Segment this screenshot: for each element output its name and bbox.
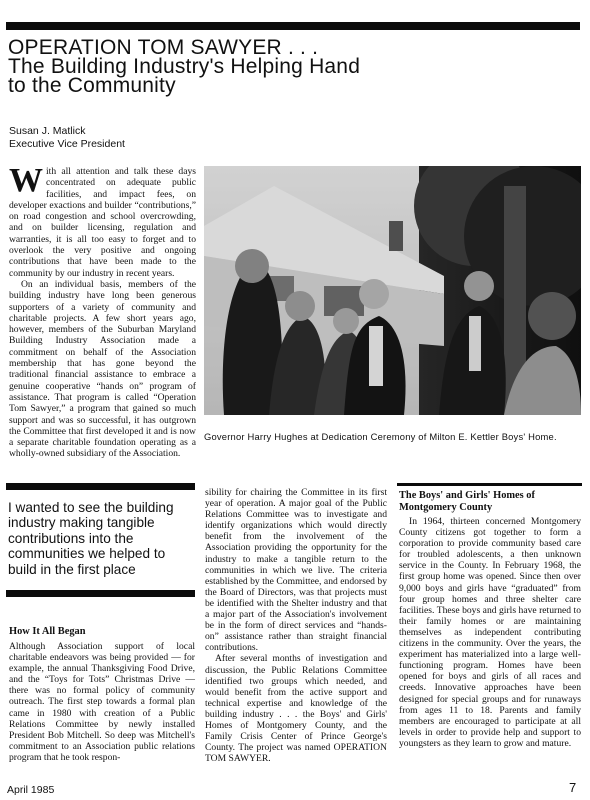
middle-paragraph-1: sibility for chairing the Committee in its first year of operation. A major goal of the Public Relations Committee was to investigate and identify organizations which would directly benefit from the involvement of the Association providing the opportunity for the industry to make a tangible return to the communities in which we live. The criteria established by the Committee, and endorsed by the Board of Directors, was that projects must be identified with the Shelter industry and that a major part of the Association's involvement be in the form of direct services and “hands-on” assistance rather than straight financial contributions. (205, 487, 387, 654)
pullquote-rule-bottom (6, 590, 195, 597)
pullquote-rule-top (6, 483, 195, 490)
intro-paragraph-1 (9, 162, 196, 279)
author-position: Executive Vice President (9, 138, 125, 150)
section-rule-right (397, 483, 582, 486)
intro-paragraph-1-text: ith all attention and talk these days concentrated on adequate public facilities, and impact fees, on developer exactions and builder “contributions,” on road congestion and school overcrowding, and on builder licensing, regulation and warranties, it is all too easy to forget and to overlook the very positive and ongoing contributions that have been made to the community by our industry in recent years. (9, 166, 196, 279)
title-line-3: to the Community (8, 74, 176, 97)
header-rule (6, 22, 580, 30)
title-line-2: The Building Industry's Helping Hand (8, 55, 361, 78)
byline (9, 125, 125, 151)
drop-cap: W (9, 162, 43, 199)
middle-column (205, 487, 387, 764)
title-line-1: OPERATION TOM SAWYER . . . (8, 36, 319, 59)
photo-illustration (204, 166, 581, 415)
intro-column (9, 162, 196, 460)
issue-date: April 1985 (7, 784, 55, 796)
article-title (8, 38, 568, 95)
section-text-how-it-began: Although Association support of local charitable endeavors was being provided — for example, the annual Thanksgiving Food Drive, and the “Toys for Tots” Christmas Drive — there was no formal policy of community outreach. The first step towards a formal plan came in 1980 with creation of a Public Relations Committee by newly installed President Bob Mitchell. So deep was Mitchell's commitment to an Association public relations program that he took respon- (9, 641, 195, 763)
dedication-photo (204, 166, 581, 415)
pullquote: I wanted to see the building industry making tangible contributions into the communities we helped to build in the first place (8, 500, 174, 577)
section-heading-homes: The Boys' and Girls' Homes of Montgomery County (399, 490, 535, 513)
author-name: Susan J. Matlick (9, 125, 86, 137)
middle-paragraph-2: After several months of investigation and discussion, the Public Relations Committee identified two groups which needed, and would benefit from the active support and technical expertise and knowledge of the building industry . . . the Boys' and Girls' Homes of Montgomery County, and the Family Crisis Center of Prince George's County. The project was named OPERATION TOM SAWYER. (205, 653, 387, 765)
intro-paragraph-2: On an individual basis, members of the building industry have long been generous supporters of a variety of community and charitable projects. A few short years ago, however, members of the Suburban Maryland Building Industry Association made a commitment on behalf of the Association membership that has gone beyond the traditional financial assistance to embrace a genuine cooperative “hands on” program of assistance. That program is called “Operation Tom Sawyer,” a program that gained so much support and was so successful, it has outgrown the Committee that first developed it and is now a separate charitable foundation operating as a wholly-owned subsidiary of the Association. (9, 278, 196, 460)
section-text-homes: In 1964, thirteen concerned Montgomery County citizens got together to form a corporation to provide community based care for troubled adolescents, a then unknown service in the County. In February 1968, the first group home was opened. Since then over 9,000 boys and girls have “graduated” from four group homes and three shelter care facilities. These boys and girls have returned to their family homes or are maintaining themselves as independent contributing citizens in the community. Over the years, the experiment has materialized into a large well-functioning program. Homes have been opened for boys and girls of all races and creeds. Innovative approaches have been designed for special groups and for runaways from ages 11 to 18. Parents and family members are encouraged to participate at all levels in order to provide help and support to youngsters as they learn to grow and mature. (399, 516, 581, 749)
photo-caption: Governor Harry Hughes at Dedication Ceremony of Milton E. Kettler Boys' Home. (204, 431, 557, 442)
section-heading-how-it-began: How It All Began (9, 626, 86, 637)
page-number: 7 (569, 780, 577, 795)
